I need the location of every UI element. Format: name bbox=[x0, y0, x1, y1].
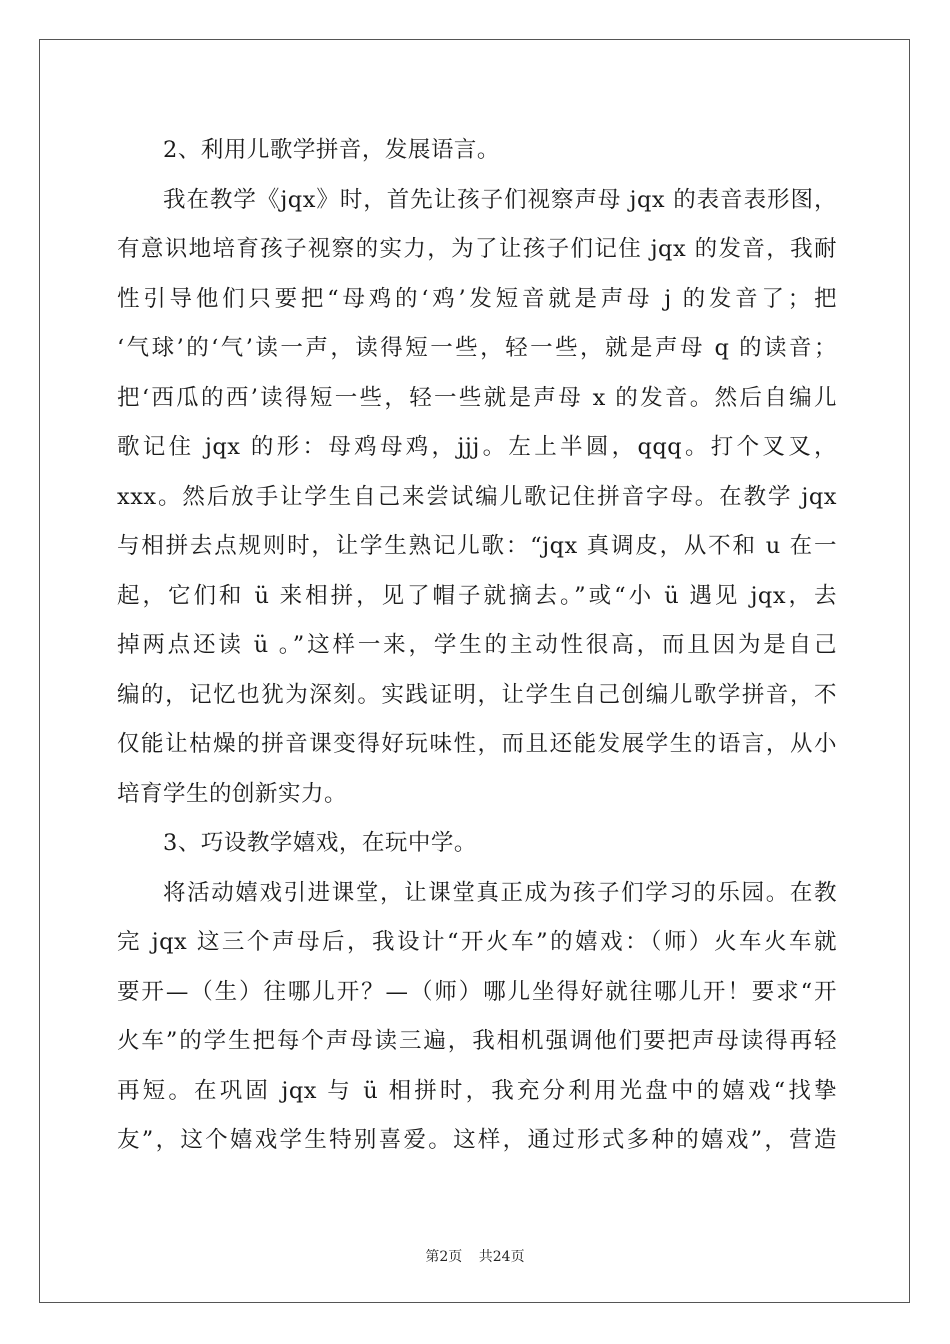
paragraph-line: 要开—（生）往哪儿开？—（师）哪儿坐得好就往哪儿开！要求“开 bbox=[117, 978, 837, 1005]
paragraph-line: 将活动嬉戏引进课堂，让课堂真正成为孩子们学习的乐园。在教 bbox=[163, 879, 837, 906]
paragraph-line: 完 jqx 这三个声母后，我设计“开火车”的嬉戏：（师）火车火车就 bbox=[117, 929, 837, 955]
paragraph-line: 我在教学《jqx》时，首先让孩子们视察声母 jqx 的表音表形图， bbox=[163, 186, 837, 213]
paragraph-line: xxx。然后放手让学生自己来尝试编儿歌记住拼音字母。在教学 jqx bbox=[117, 483, 837, 510]
document-body bbox=[117, 128, 837, 1168]
paragraph-line: 把‘西瓜的西’读得短一些，轻一些就是声母 x 的发音。然后自编儿 bbox=[117, 384, 837, 411]
paragraph-line: 编的，记忆也犹为深刻。实践证明，让学生自己创编儿歌学拼音，不 bbox=[117, 681, 837, 708]
paragraph-line: 有意识地培育孩子视察的实力，为了让孩子们记住 jqx 的发音，我耐 bbox=[117, 236, 837, 262]
paragraph-line: ‘气球’的‘气’读一声，读得短一些，轻一些，就是声母 q 的读音； bbox=[117, 335, 837, 361]
paragraph-line: 掉两点还读 ü 。”这样一来，学生的主动性很高，而且因为是自己 bbox=[117, 632, 837, 658]
page-total: 共24页 bbox=[478, 1249, 525, 1265]
paragraph-line: 起，它们和 ü 来相拼，见了帽子就摘去。”或“小 ü 遇见 jqx，去 bbox=[117, 582, 837, 609]
paragraph-line: 火车”的学生把每个声母读三遍，我相机强调他们要把声母读得再轻 bbox=[117, 1028, 837, 1054]
heading-section-2: 2、利用儿歌学拼音，发展语言。 bbox=[163, 137, 500, 163]
paragraph-line: 仅能让枯燥的拼音课变得好玩味性，而且还能发展学生的语言，从小 bbox=[117, 731, 837, 757]
paragraph-line: 歌记住 jqx 的形：母鸡母鸡，jjj。左上半圆，qqq。打个叉叉， bbox=[117, 434, 837, 460]
page-footer bbox=[0, 1247, 950, 1267]
paragraph-line: 友”，这个嬉戏学生特别喜爱。这样，通过形式多种的嬉戏”，营造 bbox=[117, 1127, 837, 1153]
paragraph-line: 再短。在巩固 jqx 与 ü 相拼时，我充分利用光盘中的嬉戏“找挚 bbox=[117, 1077, 837, 1104]
page-number: 第2页 bbox=[425, 1249, 463, 1265]
heading-section-3: 3、巧设教学嬉戏，在玩中学。 bbox=[163, 830, 477, 856]
paragraph-line: 与相拼去点规则时，让学生熟记儿歌：“jqx 真调皮，从不和 u 在一 bbox=[117, 533, 837, 559]
paragraph-line: 性引导他们只要把“母鸡的‘鸡’发短音就是声母 j 的发音了；把 bbox=[117, 285, 837, 312]
paragraph-line: 培育学生的创新实力。 bbox=[117, 780, 348, 807]
